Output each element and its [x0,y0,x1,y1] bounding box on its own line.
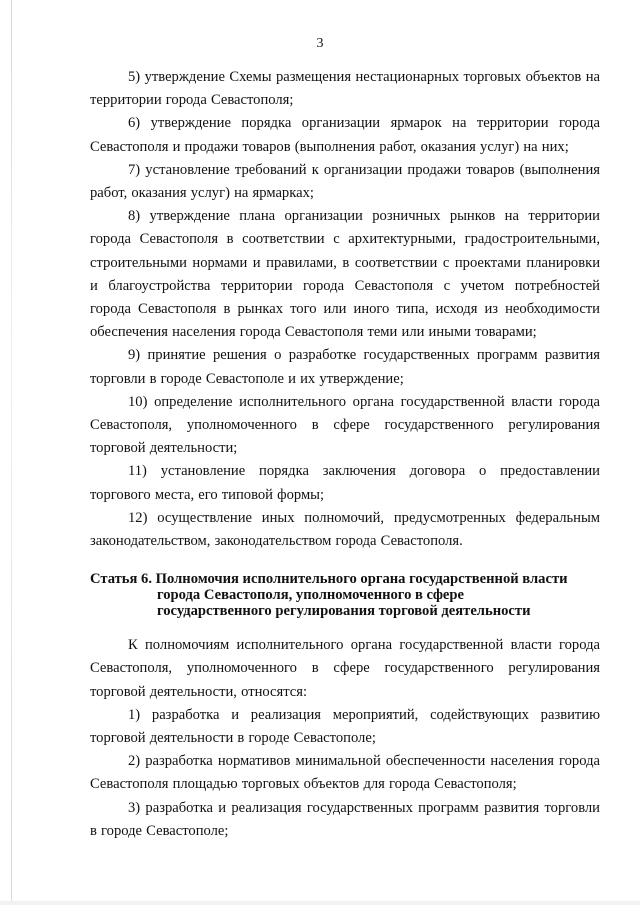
document-body [90,66,600,843]
list-item-7: 7) установление требований к организации продажи товаров (выполнения работ, оказания услуг) на ярмарках; [90,161,600,202]
list-item-6: 6) утверждение порядка организации ярмарок на территории города Севастополя и продажи товаров (выполнения работ, оказания услуг) на них; [90,115,600,155]
list-item-9: 9) принятие решения о разработке государственных программ развития торговли в городе Севастополе и их утверждение; [90,347,600,387]
article-item-1: 1) разработка и реализация мероприятий, содействующих развитию торговой деятельности в городе Севастополе; [90,706,600,747]
scan-edge-shadow [11,0,12,905]
article-item-3: 3) разработка и реализация государственных программ развития торговли в городе Севастополе; [90,799,600,839]
page-number: 3 [316,36,324,51]
article-heading-line-1: Статья 6. Полномочия исполнительного органа государственной власти [90,571,568,588]
article-intro: К полномочиям исполнительного органа государственной власти города Севастополя, уполномоченного в сфере государственного регулирования торговой деятельности, относятся: [90,637,600,700]
article-item-2: 2) разработка нормативов минимальной обеспеченности населения города Севастополя площадью торговых объектов для города Севастополя; [90,753,600,793]
list-item-11: 11) установление порядка заключения договора о предоставлении торгового места, его типовой формы; [90,463,600,503]
article-heading-line-3: государственного регулирования торговой деятельности [157,603,531,620]
list-item-8: 8) утверждение плана организации розничных рынков на территории города Севастополя в соответствии с архитектурными, градостроительными, строительными нормами и правилами, в соответствии с проектами планировки и благоустройства территории города Севастополя с учетом потребностей города Севастополя в рынках того или иного типа, исходя из необходимости обеспечения населения города Севастополя теми или иными товарами; [90,208,600,341]
list-item-5: 5) утверждение Схемы размещения нестационарных торговых объектов на территории города Севастополя; [90,69,600,109]
article-heading-line-2: города Севастополя, уполномоченного в сфере [157,587,465,604]
scan-bottom-edge [0,901,640,905]
article-heading [90,571,600,619]
list-item-10: 10) определение исполнительного органа государственной власти города Севастополя, уполномоченного в сфере государственного регулирования торговой деятельности; [90,393,600,457]
list-item-12: 12) осуществление иных полномочий, предусмотренных федеральным законодательством, законодательством города Севастополя. [90,509,600,550]
